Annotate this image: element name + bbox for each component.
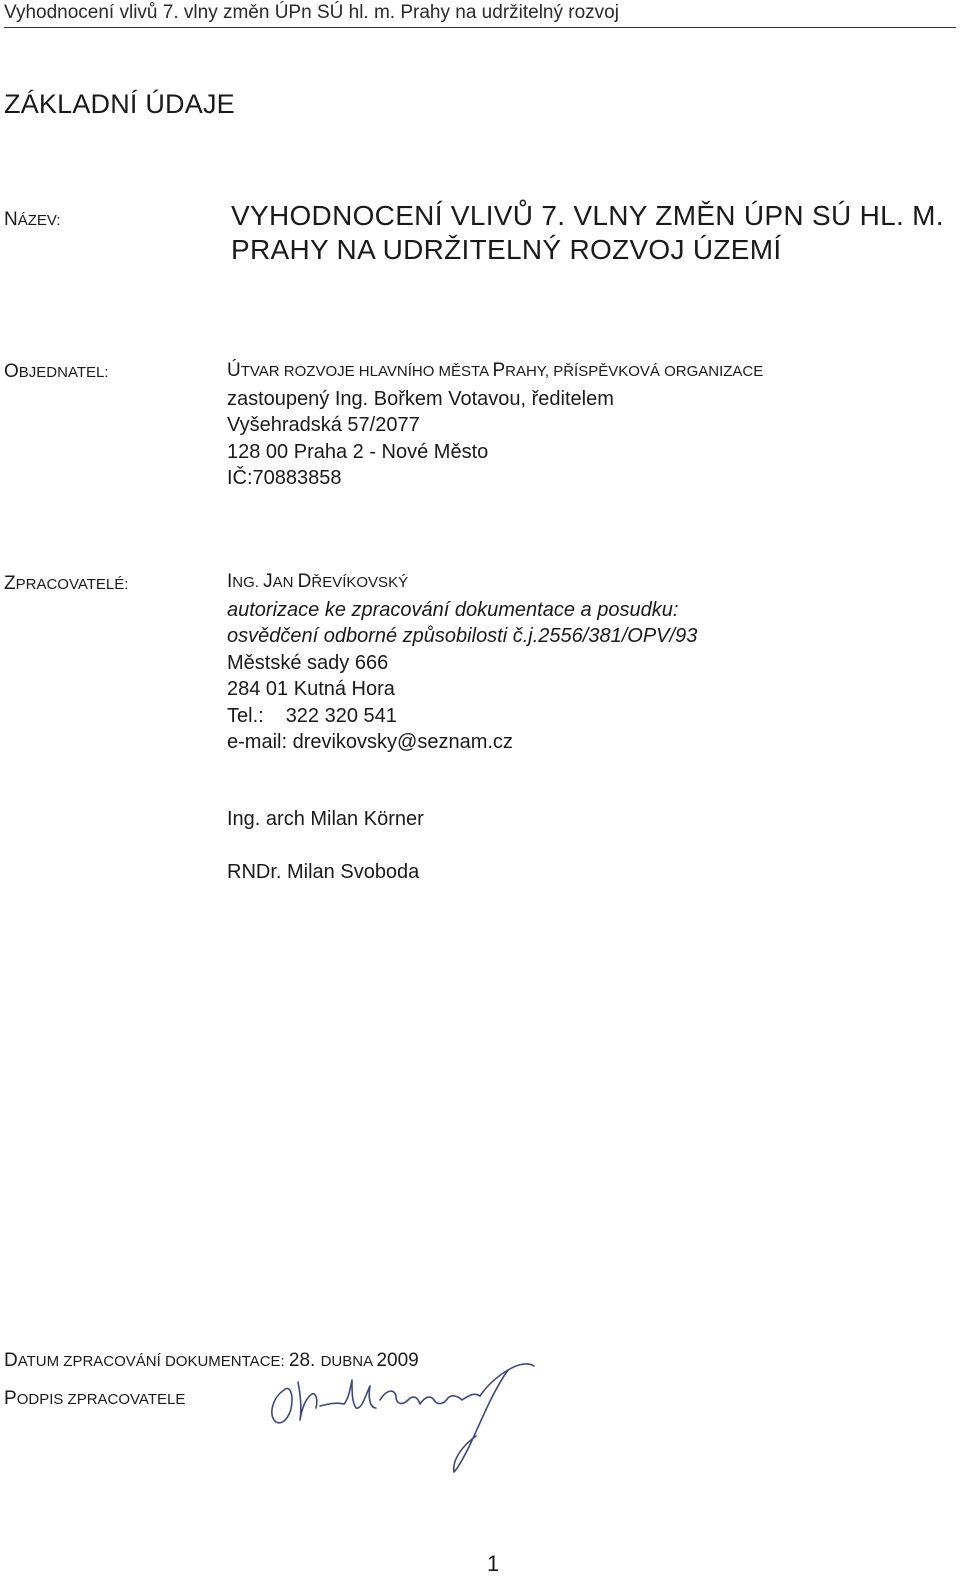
lead-part: NG. xyxy=(232,574,264,591)
name-label xyxy=(4,209,61,231)
signature-stroke xyxy=(272,1388,292,1422)
signature-stroke xyxy=(320,1380,376,1408)
lead-part: ŘEVÍKOVSKÝ xyxy=(311,574,409,591)
signature-label-rest: ODPIS ZPRACOVATELE xyxy=(16,1391,186,1408)
date-part: ATUM ZPRACOVÁNÍ DOKUMENTACE: xyxy=(17,1353,289,1370)
signature-image xyxy=(262,1350,542,1480)
phone-number: 322 320 541 xyxy=(285,704,397,727)
client-organization xyxy=(227,358,763,386)
authors-label-initial: Z xyxy=(4,573,16,594)
signature-stroke xyxy=(454,1370,508,1472)
client-city: 128 00 Praha 2 - Nové Město xyxy=(227,440,489,463)
authors-block xyxy=(227,569,697,756)
header-divider xyxy=(4,27,956,28)
name-label-rest: ÁZEV: xyxy=(17,212,61,229)
org-part: RAHY, PŘÍSPĚVKOVÁ ORGANIZACE xyxy=(505,363,764,380)
client-ico: IČ:70883858 xyxy=(227,467,342,489)
client-label-initial: O xyxy=(4,361,19,382)
section-title: ZÁKLADNÍ ÚDAJE xyxy=(4,89,235,119)
signature-label-initial: P xyxy=(4,1388,17,1409)
author-street: Městské sady 666 xyxy=(227,651,389,674)
certificate-line: osvědčení odborné způsobilosti č.j.2556/381/OPV/93 xyxy=(227,625,698,647)
lead-author xyxy=(227,569,697,597)
coauthor-1: Ing. arch Milan Körner xyxy=(227,808,424,830)
org-part: TVAR ROZVOJE HLAVNÍHO MĚSTA xyxy=(240,363,493,380)
authors-label xyxy=(4,573,128,595)
org-part: P xyxy=(492,360,506,381)
client-label xyxy=(4,361,109,383)
signature-stroke xyxy=(298,1382,317,1420)
authorization-line: autorizace ke zpracování dokumentace a posudku: xyxy=(227,598,679,621)
signature-label xyxy=(4,1388,185,1410)
client-block xyxy=(227,358,763,492)
lead-part: AN xyxy=(272,574,298,591)
page-number: 1 xyxy=(487,1551,500,1576)
client-label-rest: BJEDNATEL: xyxy=(18,364,109,381)
org-part: Ú xyxy=(227,360,241,381)
date-part: D xyxy=(4,1350,18,1371)
signature-stroke xyxy=(508,1364,534,1370)
lead-part: J xyxy=(263,571,273,592)
author-email: e-mail: drevikovsky@seznam.cz xyxy=(227,731,513,753)
lead-part: I xyxy=(227,571,233,592)
phone-label: Tel.: xyxy=(227,704,264,727)
date-part: 28. xyxy=(288,1350,321,1371)
project-name: VYHODNOCENÍ VLIVŮ 7. VLNY ZMĚN ÚPN SÚ HL. M. PRAHY NA UDRŽITELNÝ ROZVOJ ÚZEMÍ xyxy=(231,200,944,265)
running-header: Vyhodnocení vlivů 7. vlny změn ÚPn SÚ hl. m. Prahy na udržitelný rozvoj xyxy=(4,2,619,23)
lead-part: D xyxy=(297,571,312,592)
authors-label-rest: PRACOVATELÉ: xyxy=(15,576,129,593)
author-city: 284 01 Kutná Hora xyxy=(227,678,395,700)
signature-stroke xyxy=(380,1391,480,1404)
author-phone xyxy=(227,703,697,730)
client-street: Vyšehradská 57/2077 xyxy=(227,414,420,436)
date-part: 2009 xyxy=(376,1350,419,1371)
name-label-initial: N xyxy=(4,209,18,230)
client-representative: zastoupený Ing. Bořkem Votavou, ředitelem xyxy=(227,387,614,410)
coauthor-2: RNDr. Milan Svoboda xyxy=(227,861,420,883)
date-part: DUBNA xyxy=(320,1353,377,1370)
